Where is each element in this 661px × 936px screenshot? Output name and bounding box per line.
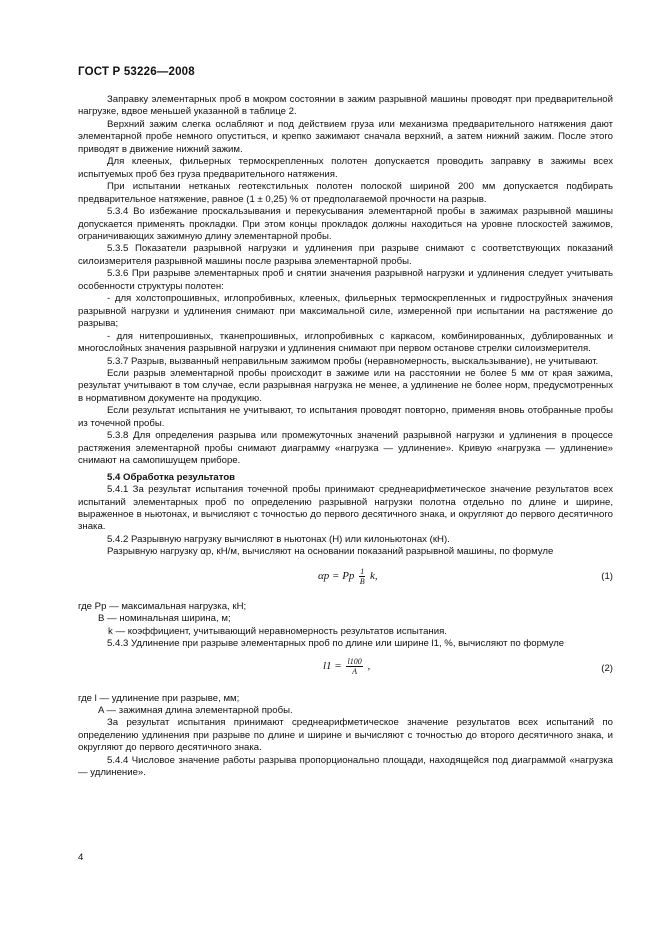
where-line: A — зажимная длина элементарной пробы. — [98, 705, 293, 717]
paragraph: Если разрыв элементарной пробы происходит в зажиме или на расстоянии не более 5 мм от края зажима, результат учитывают в том случае, если разрывная нагрузка не менее, а удлинение не более норм, предусмотренных в нормативном документе на продукцию. — [78, 367, 613, 404]
document-body — [78, 94, 613, 780]
paragraph: За результат испытания принимают среднеарифметическое значение результатов всех испытаний по определению удлинения при разрыве по длине и ширине и вычисляют с точностью до второго десятичного знака, и округляют до первого десятичного знака. — [78, 717, 613, 754]
paragraph-5-3-7: 5.3.7 Разрыв, вызванный неправильным зажимом пробы (неравномерность, выскальзывание), не учитывают. — [107, 355, 599, 367]
paragraph: Заправку элементарных проб в мокром состоянии в зажим разрывной машины проводят при предварительной нагрузке, вдвое меньшей указанной в таблице 2. — [78, 94, 613, 118]
where-line: где l — удлинение при разрыве, мм; — [78, 692, 240, 704]
formula-number: (1) — [601, 570, 613, 582]
where-line: B — номинальная ширина, м; — [98, 613, 231, 625]
where-line: k — коэффициент, учитывающий неравномерность результатов испытания. — [108, 625, 447, 637]
paragraph-5-4-3: 5.4.3 Удлинение при разрыве элементарных проб по длине или ширине l1, %, вычисляют по формуле — [107, 638, 565, 650]
formula-eq: = Pp — [332, 569, 355, 582]
formula-lhs: αp — [318, 569, 330, 582]
fraction-denominator: B — [359, 576, 365, 586]
formula-lhs: l1 = — [323, 659, 342, 672]
paragraph: При испытании нетканых геотекстильных полотен полоской шириной 200 мм допускается подбирать предварительное натяжение, равное (1 ± 0,25) % от предполагаемой прочности на разрыв. — [78, 181, 613, 205]
fraction-denominator: A — [352, 666, 358, 676]
fraction-numerator: l100 — [347, 656, 362, 666]
paragraph-5-4-4: 5.4.4 Числовое значение работы разрыва пропорционально площади, находящейся под диаграммой «нагрузка — удлинение». — [78, 754, 613, 779]
formula-2 — [78, 655, 613, 687]
paragraph: Разрывную нагрузку αр, кН/м, вычисляют на основании показаний разрывной машины, по формуле — [107, 546, 554, 558]
paragraph: Верхний зажим слегка ослабляют и под действием груза или механизма предварительного натяжения дают элементарной пробе немного опуститься, и крепко зажимают сначала верхний, а затем нижний зажим. После этого приводят в движение нижний зажим. — [78, 118, 613, 155]
document-header: ГОСТ Р 53226—2008 — [78, 66, 195, 78]
list-item: - для холстопрошивных, иглопробивных, клееных, фильерных термоскрепленных и гидроструйных значения разрывной нагрузки и удлинения снимают при максимальной силе, измеренной при испытании на растяжение до разрыва; — [78, 293, 613, 330]
paragraph-5-3-6: 5.3.6 При разрыве элементарных проб и снятии значения разрывной нагрузки и удлинения следует учитывать особенности структуры полотен: — [78, 268, 613, 292]
formula-number: (2) — [601, 662, 613, 674]
where-line: где Pр — максимальная нагрузка, кН; — [78, 600, 247, 612]
page-number: 4 — [78, 852, 84, 863]
paragraph-5-3-8: 5.3.8 Для определения разрыва или промежуточных значений разрывной нагрузки и удлинения в процессе растяжения элементарной пробы снимают диаграмму «нагрузка — удлинение». Кривую «нагрузка — удлинение» снимают на самопишущем приборе. — [78, 430, 613, 467]
paragraph: Для клееных, фильерных термоскрепленных полотен допускается проводить заправку в зажимы всех испытуемых проб без груза предварительного натяжения. — [78, 156, 613, 180]
formula-1 — [78, 563, 613, 595]
formula-tail: , — [367, 659, 371, 672]
list-item: - для нитепрошивных, тканепрошивных, иглопробивных с каркасом, комбинированных, дублированных и многослойных значения разрывной нагрузки и удлинения снимают при первом останове стрелки силоизмерителя. — [78, 330, 613, 355]
paragraph-5-3-4: 5.3.4 Во избежание проскальзывания и перекусывания элементарной пробы в зажимах разрывной машины допускается применять прокладки. При этом концы прокладок должны находиться на уровне плоскостей зажимов, ограничивающих зажимную длину элементарной пробы. — [78, 206, 613, 242]
paragraph-5-3-5: 5.3.5 Показатели разрывной нагрузки и удлинения при разрыве снимают с соответствующих показаний силоизмерителя разрывной машины после разрыва элементарной пробы. — [78, 243, 613, 267]
paragraph-5-4-1: 5.4.1 За результат испытания точечной пробы принимают среднеарифметическое значение результатов всех испытаний элементарных проб по определению разрывной нагрузки полотна отдельно по длине и ширине, выраженное в ньютонах, и вычисляют с точностью до первого десятичного знака, и округляют до первого десятичного знака. — [78, 484, 613, 533]
paragraph-5-4-2: 5.4.2 Разрывную нагрузку вычисляют в ньютонах (Н) или килоньютонах (кН). — [107, 533, 450, 545]
formula-fraction — [346, 657, 362, 676]
fraction-numerator: 1 — [360, 566, 365, 576]
paragraph: Если результат испытания не учитывают, то испытания проводят повторно, применяя вновь отобранные пробы из точечной пробы. — [78, 405, 613, 429]
section-heading-5-4: 5.4 Обработка результатов — [107, 471, 236, 483]
formula-tail: k, — [369, 569, 378, 582]
formula-fraction — [359, 567, 365, 586]
